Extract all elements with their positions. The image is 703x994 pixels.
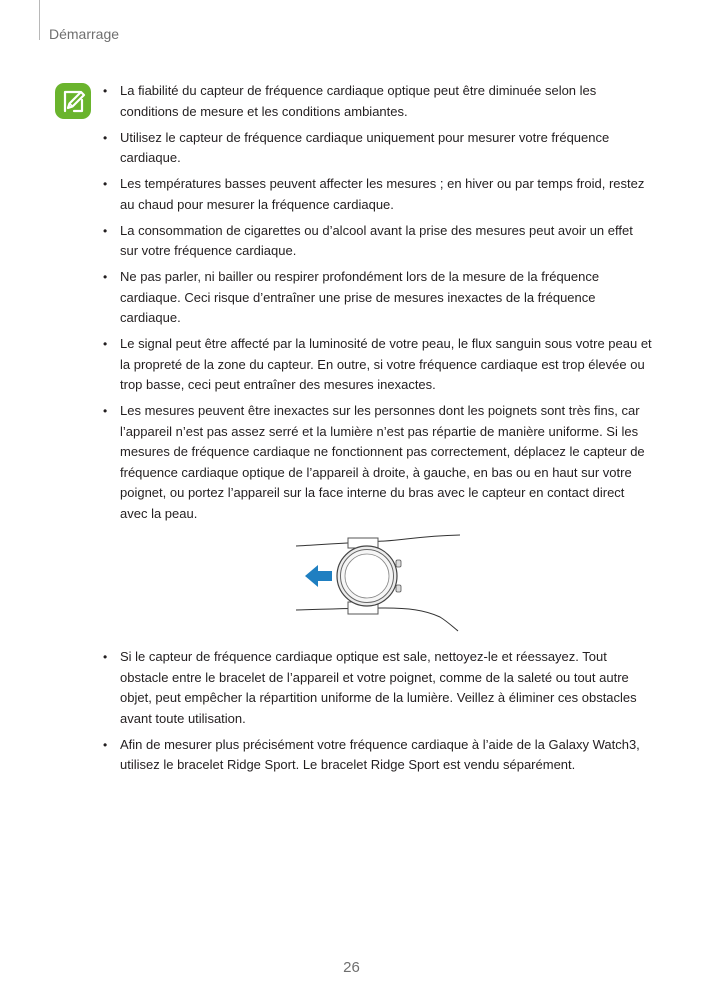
page-edge-line (39, 0, 40, 40)
watch-wrist-illustration (290, 532, 465, 632)
bullet-text: Si le capteur de fréquence cardiaque optique est sale, nettoyez-le et réessayez. Tout obstacle entre le bracelet de l’appareil et votre poignet, comme de la saleté ou tout autre objet, peut empêcher la répartition uniforme de la lumière. Veillez à éliminer ces obstacles avant toute utilisation. (120, 649, 637, 726)
bullet-marker: • (103, 337, 108, 351)
bullet-text: Ne pas parler, ni bailler ou respirer profondément lors de la mesure de la fréquence cardiaque. Ceci risque d’entraîner une prise de mesures inexactes de la fréquence cardiaque. (120, 269, 600, 325)
bullet-text: Utilisez le capteur de fréquence cardiaque uniquement pour mesurer votre fréquence cardiaque. (120, 129, 610, 165)
bullet-text: La consommation de cigarettes ou d’alcool avant la prise des mesures peut avoir un effet sur votre fréquence cardiaque. (120, 222, 633, 258)
bullet-list (103, 81, 652, 530)
list-item (103, 401, 652, 524)
page-number: 26 (343, 959, 360, 976)
list-item (103, 267, 652, 329)
bullet-marker: • (103, 177, 108, 191)
section-header: Démarrage (49, 26, 120, 42)
list-item (103, 334, 652, 396)
pencil-note-icon (54, 82, 92, 120)
list-item (103, 81, 652, 122)
list-item (103, 128, 652, 169)
list-item (103, 647, 652, 729)
watch-face (345, 554, 389, 598)
bullet-marker: • (103, 270, 108, 284)
bullet-marker: • (103, 650, 108, 664)
bullet-marker: • (103, 130, 108, 145)
list-item (103, 174, 652, 215)
list-item (103, 735, 652, 776)
bullet-text: Afin de mesurer plus précisément votre fréquence cardiaque à l’aide de la Galaxy Watch3, utilisez le bracelet Ridge Sport. Le bracelet Ridge Sport est vendu séparément. (120, 736, 640, 772)
arrow-left-icon (305, 565, 332, 587)
bullet-list-after-figure (103, 647, 652, 781)
watch-button-top (396, 560, 401, 567)
bullet-marker: • (103, 404, 108, 418)
bullet-text: La fiabilité du capteur de fréquence cardiaque optique peut être diminuée selon les conditions de mesure et les conditions ambiantes. (120, 83, 597, 119)
bullet-text: Les températures basses peuvent affecter les mesures ; en hiver ou par temps froid, restez au chaud pour mesurer la fréquence cardiaque. (120, 176, 645, 212)
bullet-marker: • (103, 84, 108, 98)
bullet-text: Le signal peut être affecté par la luminosité de votre peau, le flux sanguin sous votre peau et la propreté de la zone du capteur. En outre, si votre fréquence cardiaque est trop élevée ou trop basse, ceci peut entraîner des mesures inexactes. (120, 336, 652, 392)
bullet-text: Les mesures peuvent être inexactes sur les personnes dont les poignets sont très fins, car l’appareil n’est pas assez serré et la lumière n’est pas répartie de manière uniforme. Si les mesures de fréquence cardiaque ne fonctionnent pas correctement, déplacez le capteur de fréquence cardiaque optique de l’appareil à droite, à gauche, en bas ou en haut sur votre poignet, ou portez l’appareil sur la face interne du bras avec le capteur en contact direct avec la peau. (120, 403, 645, 521)
bullet-marker: • (103, 223, 108, 238)
list-item (103, 221, 652, 262)
watch-button-bottom (396, 585, 401, 592)
bullet-marker: • (103, 737, 108, 752)
